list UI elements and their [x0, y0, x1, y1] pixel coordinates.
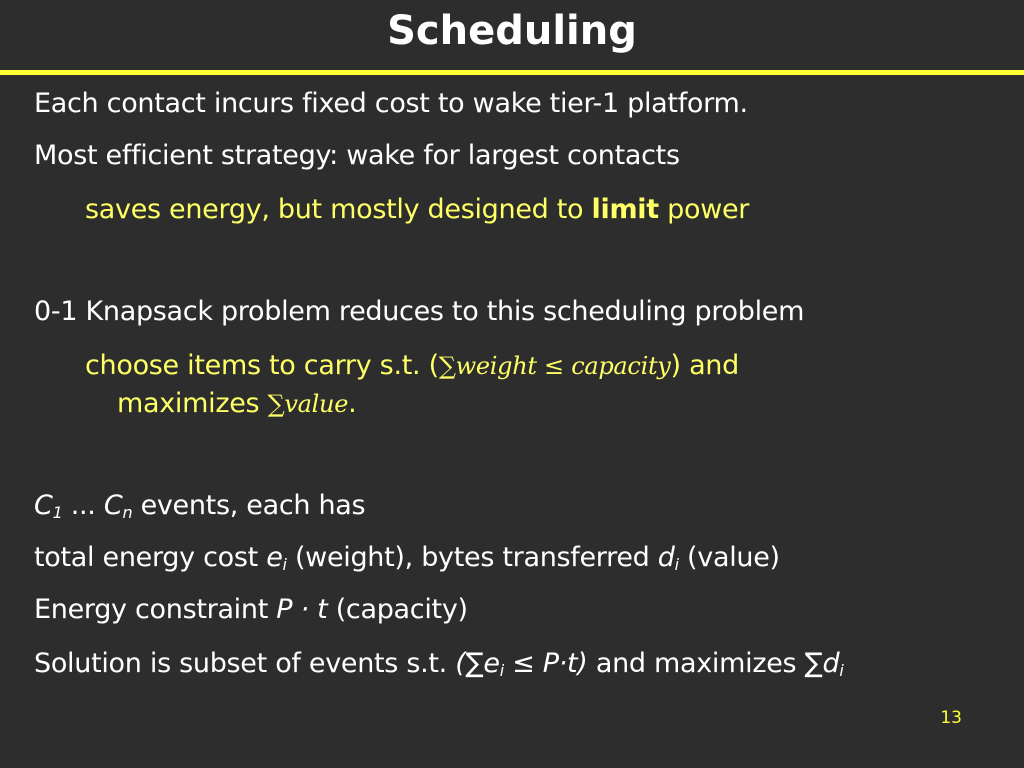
slide-title: Scheduling: [387, 8, 637, 54]
bullet-4-cn: C: [103, 490, 123, 521]
sub-bullet-1-bold: limit: [591, 194, 659, 225]
bullet-7-d: ∑d: [804, 648, 840, 679]
bullet-7-mid: and maximizes: [587, 648, 805, 679]
bullet-5-ei: i: [282, 555, 287, 574]
sub-bullet-2: [85, 350, 739, 381]
bullet-5: [34, 542, 780, 574]
sub-bullet-1-post: power: [658, 194, 750, 225]
bullet-7-pre: Solution is subset of events s.t.: [34, 648, 456, 679]
sub-bullet-2-pre: choose items to carry s.t. (: [85, 350, 439, 381]
sub-bullet-2-cont-math: ∑value: [267, 390, 349, 418]
bullet-4-subn: n: [122, 503, 133, 522]
bullet-7-ds: i: [839, 661, 844, 680]
bullet-6-pre: Energy constraint: [34, 594, 277, 625]
bullet-5-pre: total energy cost: [34, 542, 267, 573]
bullet-4-mid: ...: [62, 490, 104, 521]
bullet-4-c1: C: [34, 490, 53, 521]
bullet-5-d: d: [657, 542, 675, 573]
bullet-2: Most efficient strategy: wake for largest contacts: [34, 140, 680, 171]
bullet-5-di: i: [674, 555, 679, 574]
sub-bullet-2-cont: [117, 388, 356, 419]
sub-bullet-2-cont-post: .: [348, 388, 357, 419]
bullet-4-sub1: 1: [52, 503, 63, 522]
bullet-6: [34, 594, 468, 625]
bullet-7-m2: ≤ P·t): [503, 648, 588, 679]
bullet-6-math: P · t: [276, 594, 328, 625]
bullet-4: [34, 490, 365, 522]
sub-bullet-2-cont-pre: maximizes: [117, 388, 268, 419]
sub-bullet-2-post: ) and: [670, 350, 739, 381]
page-number: 13: [940, 708, 962, 728]
sub-bullet-1-pre: saves energy, but mostly designed to: [85, 194, 592, 225]
bullet-4-post: events, each has: [132, 490, 366, 521]
bullet-5-post: (value): [678, 542, 780, 573]
bullet-6-post: (capacity): [327, 594, 468, 625]
title-divider: [0, 70, 1024, 75]
bullet-3: 0-1 Knapsack problem reduces to this scheduling problem: [34, 296, 805, 327]
bullet-7: [34, 648, 843, 680]
bullet-7-m1: (∑e: [455, 648, 500, 679]
bullet-5-mid: (weight), bytes transferred: [286, 542, 658, 573]
bullet-1: Each contact incurs fixed cost to wake tier-1 platform.: [34, 88, 748, 119]
sub-bullet-2-math: ∑weight ≤ capacity: [438, 352, 671, 380]
sub-bullet-1: [85, 194, 749, 225]
bullet-7-m1s: i: [499, 661, 504, 680]
bullet-5-e: e: [266, 542, 283, 573]
